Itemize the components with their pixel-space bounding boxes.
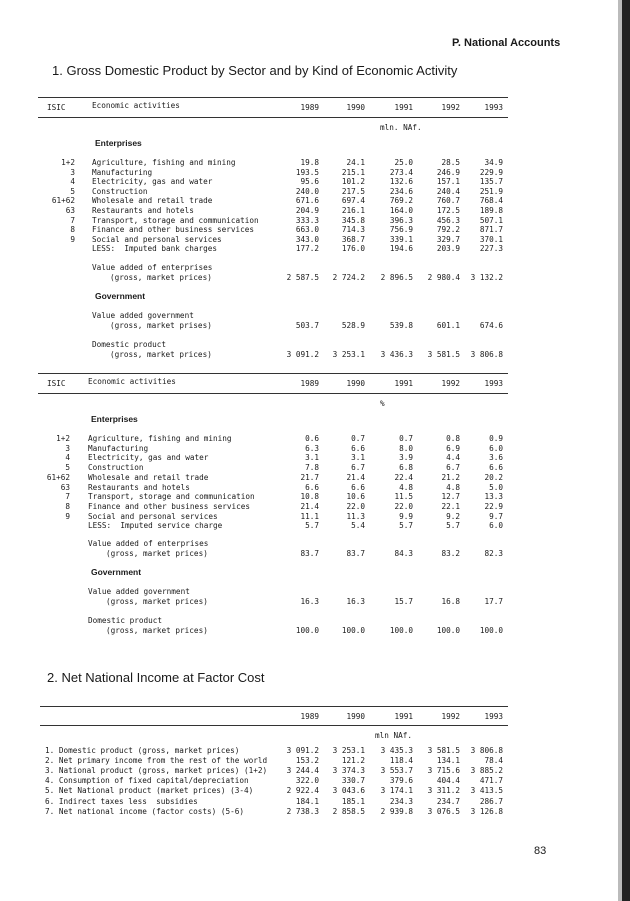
cell-value: 9.9 bbox=[399, 511, 413, 521]
cell-value: 101.2 bbox=[341, 177, 365, 187]
cell-value: 251.9 bbox=[479, 186, 503, 196]
cell-value: 671.6 bbox=[295, 196, 319, 206]
cell-value: 118.4 bbox=[389, 756, 413, 766]
enterprises-label: Enterprises bbox=[91, 414, 138, 424]
unit-label: % bbox=[380, 399, 385, 408]
activity-label: Transport, storage and communication bbox=[88, 492, 255, 502]
cell-value: 176.0 bbox=[341, 244, 365, 254]
activity-label: LESS: Imputed service charge bbox=[88, 521, 223, 531]
cell-value: 22.0 bbox=[346, 501, 365, 511]
cell-value: 3 091.2 bbox=[286, 350, 319, 359]
cell-value: 16.3 bbox=[300, 597, 319, 606]
isic-code: 3 bbox=[65, 443, 70, 453]
cell-value: 11.1 bbox=[300, 511, 319, 521]
cell-value: 3 436.3 bbox=[380, 350, 413, 359]
activity-label: Wholesale and retail trade bbox=[92, 196, 213, 206]
cell-value: 3.1 bbox=[351, 453, 365, 463]
column-activities-header: Economic activities bbox=[92, 101, 180, 110]
cell-value: 11.5 bbox=[394, 492, 413, 502]
cell-value: 6.6 bbox=[489, 463, 503, 473]
cell-value: 5.0 bbox=[489, 482, 503, 492]
unit-label: mln NAf. bbox=[375, 731, 413, 740]
cell-value: 15.7 bbox=[394, 597, 413, 606]
column-activities-header: Economic activities bbox=[88, 377, 176, 386]
activity-label: Restaurants and hotels bbox=[92, 206, 194, 215]
cell-value: 4.8 bbox=[446, 482, 460, 492]
cell-value: 3 126.8 bbox=[470, 806, 503, 816]
va-government-sublabel: (gross, market prices) bbox=[106, 597, 208, 606]
activity-label: Electricity, gas and water bbox=[88, 453, 209, 463]
cell-value: 3 244.4 bbox=[286, 766, 319, 776]
activity-label: Agriculture, fishing and mining bbox=[92, 158, 236, 167]
cell-value: 6.8 bbox=[399, 463, 413, 473]
cell-value: 78.4 bbox=[484, 756, 503, 766]
cell-value: 3 132.2 bbox=[470, 273, 503, 282]
cell-value: 0.6 bbox=[305, 434, 319, 443]
cell-value: 714.3 bbox=[341, 225, 365, 235]
cell-value: 19.8 bbox=[300, 158, 319, 167]
isic-code: 5 bbox=[65, 463, 70, 473]
cell-value: 132.6 bbox=[389, 177, 413, 187]
cell-value: 6.0 bbox=[489, 443, 503, 453]
government-label: Government bbox=[91, 567, 142, 577]
column-year: 1990 bbox=[346, 712, 365, 721]
cell-value: 756.9 bbox=[389, 225, 413, 235]
cell-value: 471.7 bbox=[479, 776, 503, 786]
cell-value: 100.0 bbox=[295, 626, 319, 635]
cell-value: 21.2 bbox=[441, 472, 460, 482]
cell-value: 3 174.1 bbox=[380, 786, 413, 796]
cell-value: 6.6 bbox=[351, 482, 365, 492]
va-enterprises-sublabel: (gross, market prices) bbox=[110, 273, 212, 282]
column-year: 1990 bbox=[346, 103, 365, 112]
cell-value: 11.3 bbox=[346, 511, 365, 521]
cell-value: 3 806.8 bbox=[470, 746, 503, 755]
isic-code: 8 bbox=[70, 225, 75, 235]
va-government-label: Value added government bbox=[92, 311, 194, 320]
activity-label: Finance and other business services bbox=[92, 225, 254, 235]
cell-value: 3 076.5 bbox=[427, 806, 460, 816]
cell-value: 5.7 bbox=[305, 521, 319, 531]
cell-value: 121.2 bbox=[341, 756, 365, 766]
cell-value: 8.0 bbox=[399, 443, 413, 453]
cell-value: 7.8 bbox=[305, 463, 319, 473]
income-row-label: 1. Domestic product (gross, market prices) bbox=[45, 746, 240, 755]
column-year: 1992 bbox=[441, 712, 460, 721]
cell-value: 34.9 bbox=[484, 158, 503, 167]
cell-value: 172.5 bbox=[436, 206, 460, 215]
domestic-product-label: Domestic product bbox=[88, 616, 163, 625]
cell-value: 697.4 bbox=[341, 196, 365, 206]
cell-value: 5.4 bbox=[351, 521, 365, 531]
cell-value: 6.6 bbox=[305, 482, 319, 492]
cell-value: 2 724.2 bbox=[332, 273, 365, 282]
activity-label: Electricity, gas and water bbox=[92, 177, 213, 187]
cell-value: 370.1 bbox=[479, 234, 503, 244]
isic-code: 1+2 bbox=[61, 158, 75, 167]
cell-value: 234.3 bbox=[389, 796, 413, 806]
cell-value: 234.7 bbox=[436, 796, 460, 806]
cell-value: 193.5 bbox=[295, 167, 319, 177]
activity-label: Transport, storage and communication bbox=[92, 215, 259, 225]
column-year: 1992 bbox=[441, 103, 460, 112]
cell-value: 322.0 bbox=[295, 776, 319, 786]
cell-value: 2 980.4 bbox=[427, 273, 460, 282]
cell-value: 177.2 bbox=[295, 244, 319, 254]
cell-value: 9.2 bbox=[446, 511, 460, 521]
cell-value: 6.9 bbox=[446, 443, 460, 453]
column-year: 1993 bbox=[484, 379, 503, 388]
isic-code: 63 bbox=[60, 482, 70, 492]
activity-label: Finance and other business services bbox=[88, 501, 250, 511]
column-year: 1993 bbox=[484, 103, 503, 112]
cell-value: 539.8 bbox=[389, 321, 413, 330]
cell-value: 6.6 bbox=[351, 443, 365, 453]
cell-value: 345.8 bbox=[341, 215, 365, 225]
column-year: 1991 bbox=[394, 379, 413, 388]
cell-value: 0.8 bbox=[446, 434, 460, 443]
cell-value: 404.4 bbox=[436, 776, 460, 786]
column-year: 1991 bbox=[394, 712, 413, 721]
cell-value: 24.1 bbox=[346, 158, 365, 167]
cell-value: 134.1 bbox=[436, 756, 460, 766]
page-number: 83 bbox=[534, 845, 547, 857]
isic-code: 63 bbox=[65, 206, 75, 215]
cell-value: 3.1 bbox=[305, 453, 319, 463]
cell-value: 329.7 bbox=[436, 234, 460, 244]
cell-value: 82.3 bbox=[484, 549, 503, 558]
cell-value: 2 939.8 bbox=[380, 806, 413, 816]
page-header: P. National Accounts bbox=[452, 37, 561, 49]
cell-value: 3 715.6 bbox=[427, 766, 460, 776]
cell-value: 4.8 bbox=[399, 482, 413, 492]
cell-value: 273.4 bbox=[389, 167, 413, 177]
cell-value: 184.1 bbox=[295, 796, 319, 806]
isic-code: 9 bbox=[70, 234, 75, 244]
column-year: 1989 bbox=[300, 103, 319, 112]
cell-value: 4.4 bbox=[446, 453, 460, 463]
cell-value: 189.8 bbox=[479, 206, 503, 215]
cell-value: 164.0 bbox=[389, 206, 413, 215]
cell-value: 601.1 bbox=[436, 321, 460, 330]
cell-value: 3 581.5 bbox=[427, 350, 460, 359]
cell-value: 100.0 bbox=[341, 626, 365, 635]
va-government-label: Value added government bbox=[88, 587, 190, 596]
cell-value: 217.5 bbox=[341, 186, 365, 196]
cell-value: 3 581.5 bbox=[427, 746, 460, 755]
cell-value: 6.0 bbox=[489, 521, 503, 531]
va-enterprises-label: Value added of enterprises bbox=[88, 539, 209, 548]
isic-code: 1+2 bbox=[56, 434, 70, 443]
cell-value: 3 311.2 bbox=[427, 786, 460, 796]
cell-value: 396.3 bbox=[389, 215, 413, 225]
activity-label: Manufacturing bbox=[88, 443, 149, 453]
cell-value: 3.6 bbox=[489, 453, 503, 463]
cell-value: 22.9 bbox=[484, 501, 503, 511]
activity-label: Agriculture, fishing and mining bbox=[88, 434, 232, 443]
cell-value: 2 858.5 bbox=[332, 806, 365, 816]
cell-value: 227.3 bbox=[479, 244, 503, 254]
cell-value: 339.1 bbox=[389, 234, 413, 244]
income-row-label: 3. National product (gross, market prices) (1+2) bbox=[45, 766, 268, 776]
cell-value: 16.3 bbox=[346, 597, 365, 606]
cell-value: 3 413.5 bbox=[470, 786, 503, 796]
cell-value: 10.8 bbox=[300, 492, 319, 502]
cell-value: 13.3 bbox=[484, 492, 503, 502]
cell-value: 343.0 bbox=[295, 234, 319, 244]
section2-title: 2. Net National Income at Factor Cost bbox=[47, 670, 265, 685]
isic-code: 8 bbox=[65, 501, 70, 511]
cell-value: 333.3 bbox=[295, 215, 319, 225]
activity-label: Social and personal services bbox=[92, 234, 222, 244]
domestic-product-sublabel: (gross, market prices) bbox=[106, 626, 208, 635]
cell-value: 100.0 bbox=[436, 626, 460, 635]
cell-value: 674.6 bbox=[479, 321, 503, 330]
cell-value: 5.7 bbox=[446, 521, 460, 531]
cell-value: 0.9 bbox=[489, 434, 503, 443]
cell-value: 2 922.4 bbox=[286, 786, 319, 796]
cell-value: 21.4 bbox=[346, 472, 365, 482]
cell-value: 153.2 bbox=[295, 756, 319, 766]
cell-value: 6.7 bbox=[351, 463, 365, 473]
activity-label: Restaurants and hotels bbox=[88, 482, 190, 492]
table-rule bbox=[40, 706, 508, 707]
cell-value: 22.0 bbox=[394, 501, 413, 511]
cell-value: 229.9 bbox=[479, 167, 503, 177]
cell-value: 5.7 bbox=[399, 521, 413, 531]
column-isic-header: ISIC bbox=[47, 103, 66, 112]
isic-code: 7 bbox=[65, 492, 70, 502]
domestic-product-sublabel: (gross, market prices) bbox=[110, 350, 212, 359]
cell-value: 368.7 bbox=[341, 234, 365, 244]
cell-value: 194.6 bbox=[389, 244, 413, 254]
cell-value: 0.7 bbox=[351, 434, 365, 443]
cell-value: 100.0 bbox=[479, 626, 503, 635]
isic-code: 7 bbox=[70, 215, 75, 225]
domestic-product-label: Domestic product bbox=[92, 340, 167, 349]
cell-value: 3 374.3 bbox=[332, 766, 365, 776]
cell-value: 286.7 bbox=[479, 796, 503, 806]
income-row-label: 2. Net primary income from the rest of the world bbox=[45, 756, 268, 766]
section1-title: 1. Gross Domestic Product by Sector and by Kind of Economic Activity bbox=[52, 63, 458, 78]
cell-value: 379.6 bbox=[389, 776, 413, 786]
activity-label: Construction bbox=[88, 463, 144, 473]
column-year: 1992 bbox=[441, 379, 460, 388]
cell-value: 135.7 bbox=[479, 177, 503, 187]
cell-value: 456.3 bbox=[436, 215, 460, 225]
cell-value: 83.7 bbox=[300, 549, 319, 558]
cell-value: 2 738.3 bbox=[286, 806, 319, 816]
cell-value: 16.8 bbox=[441, 597, 460, 606]
cell-value: 3 253.1 bbox=[332, 746, 365, 755]
column-isic-header: ISIC bbox=[47, 379, 66, 388]
cell-value: 95.6 bbox=[300, 177, 319, 187]
cell-value: 22.4 bbox=[394, 472, 413, 482]
cell-value: 768.4 bbox=[479, 196, 503, 206]
cell-value: 22.1 bbox=[441, 501, 460, 511]
table-rule bbox=[38, 117, 508, 118]
cell-value: 240.0 bbox=[295, 186, 319, 196]
cell-value: 215.1 bbox=[341, 167, 365, 177]
unit-label: mln. NAf. bbox=[380, 123, 422, 132]
cell-value: 3 885.2 bbox=[470, 766, 503, 776]
table-rule bbox=[38, 97, 508, 98]
cell-value: 3.9 bbox=[399, 453, 413, 463]
cell-value: 9.7 bbox=[489, 511, 503, 521]
cell-value: 503.7 bbox=[295, 321, 319, 330]
cell-value: 663.0 bbox=[295, 225, 319, 235]
activity-label: Construction bbox=[92, 186, 148, 196]
isic-code: 61+62 bbox=[46, 472, 70, 482]
column-year: 1991 bbox=[394, 103, 413, 112]
isic-code: 4 bbox=[65, 453, 70, 463]
income-row-label: 5. Net National product (market prices) (3-4) bbox=[45, 786, 254, 796]
activity-label: Social and personal services bbox=[88, 511, 218, 521]
cell-value: 3 806.8 bbox=[470, 350, 503, 359]
cell-value: 3 553.7 bbox=[380, 766, 413, 776]
cell-value: 246.9 bbox=[436, 167, 460, 177]
activity-label: Manufacturing bbox=[92, 167, 153, 177]
activity-label: LESS: Imputed bank charges bbox=[92, 244, 217, 254]
cell-value: 507.1 bbox=[479, 215, 503, 225]
cell-value: 17.7 bbox=[484, 597, 503, 606]
cell-value: 83.2 bbox=[441, 549, 460, 558]
cell-value: 25.0 bbox=[394, 158, 413, 167]
isic-code: 5 bbox=[70, 186, 75, 196]
isic-code: 9 bbox=[65, 511, 70, 521]
cell-value: 330.7 bbox=[341, 776, 365, 786]
government-label: Government bbox=[95, 291, 146, 301]
table-rule bbox=[38, 373, 508, 374]
cell-value: 3 435.3 bbox=[380, 746, 413, 755]
cell-value: 203.9 bbox=[436, 244, 460, 254]
isic-code: 61+62 bbox=[51, 196, 75, 206]
cell-value: 760.7 bbox=[436, 196, 460, 206]
cell-value: 83.7 bbox=[346, 549, 365, 558]
income-row-label: 7. Net national income (factor costs) (5-6) bbox=[45, 806, 245, 816]
cell-value: 6.7 bbox=[446, 463, 460, 473]
cell-value: 528.9 bbox=[341, 321, 365, 330]
isic-code: 4 bbox=[70, 177, 75, 187]
column-year: 1989 bbox=[300, 712, 319, 721]
cell-value: 12.7 bbox=[441, 492, 460, 502]
cell-value: 2 896.5 bbox=[380, 273, 413, 282]
va-enterprises-sublabel: (gross, market prices) bbox=[106, 549, 208, 558]
cell-value: 871.7 bbox=[479, 225, 503, 235]
cell-value: 3 043.6 bbox=[332, 786, 365, 796]
cell-value: 3 253.1 bbox=[332, 350, 365, 359]
enterprises-label: Enterprises bbox=[95, 138, 142, 148]
cell-value: 10.6 bbox=[346, 492, 365, 502]
cell-value: 100.0 bbox=[389, 626, 413, 635]
column-year: 1993 bbox=[484, 712, 503, 721]
cell-value: 6.3 bbox=[305, 443, 319, 453]
cell-value: 769.2 bbox=[389, 196, 413, 206]
cell-value: 21.7 bbox=[300, 472, 319, 482]
cell-value: 792.2 bbox=[436, 225, 460, 235]
cell-value: 185.1 bbox=[341, 796, 365, 806]
table-rule bbox=[38, 393, 508, 394]
cell-value: 0.7 bbox=[399, 434, 413, 443]
income-row-label: 6. Indirect taxes less subsidies bbox=[45, 796, 198, 806]
cell-value: 20.2 bbox=[484, 472, 503, 482]
column-year: 1990 bbox=[346, 379, 365, 388]
cell-value: 234.6 bbox=[389, 186, 413, 196]
va-enterprises-label: Value added of enterprises bbox=[92, 263, 213, 272]
income-row-label: 4. Consumption of fixed capital/depreciation bbox=[45, 776, 249, 786]
cell-value: 84.3 bbox=[394, 549, 413, 558]
cell-value: 240.4 bbox=[436, 186, 460, 196]
cell-value: 157.1 bbox=[436, 177, 460, 187]
isic-code: 3 bbox=[70, 167, 75, 177]
cell-value: 28.5 bbox=[441, 158, 460, 167]
table-rule bbox=[40, 725, 508, 726]
cell-value: 21.4 bbox=[300, 501, 319, 511]
cell-value: 3 091.2 bbox=[286, 746, 319, 755]
activity-label: Wholesale and retail trade bbox=[88, 472, 209, 482]
scan-edge-dark bbox=[622, 0, 630, 901]
cell-value: 204.9 bbox=[295, 206, 319, 215]
cell-value: 216.1 bbox=[341, 206, 365, 215]
column-year: 1989 bbox=[300, 379, 319, 388]
va-government-sublabel: (gross, market prises) bbox=[110, 321, 212, 330]
cell-value: 2 587.5 bbox=[286, 273, 319, 282]
